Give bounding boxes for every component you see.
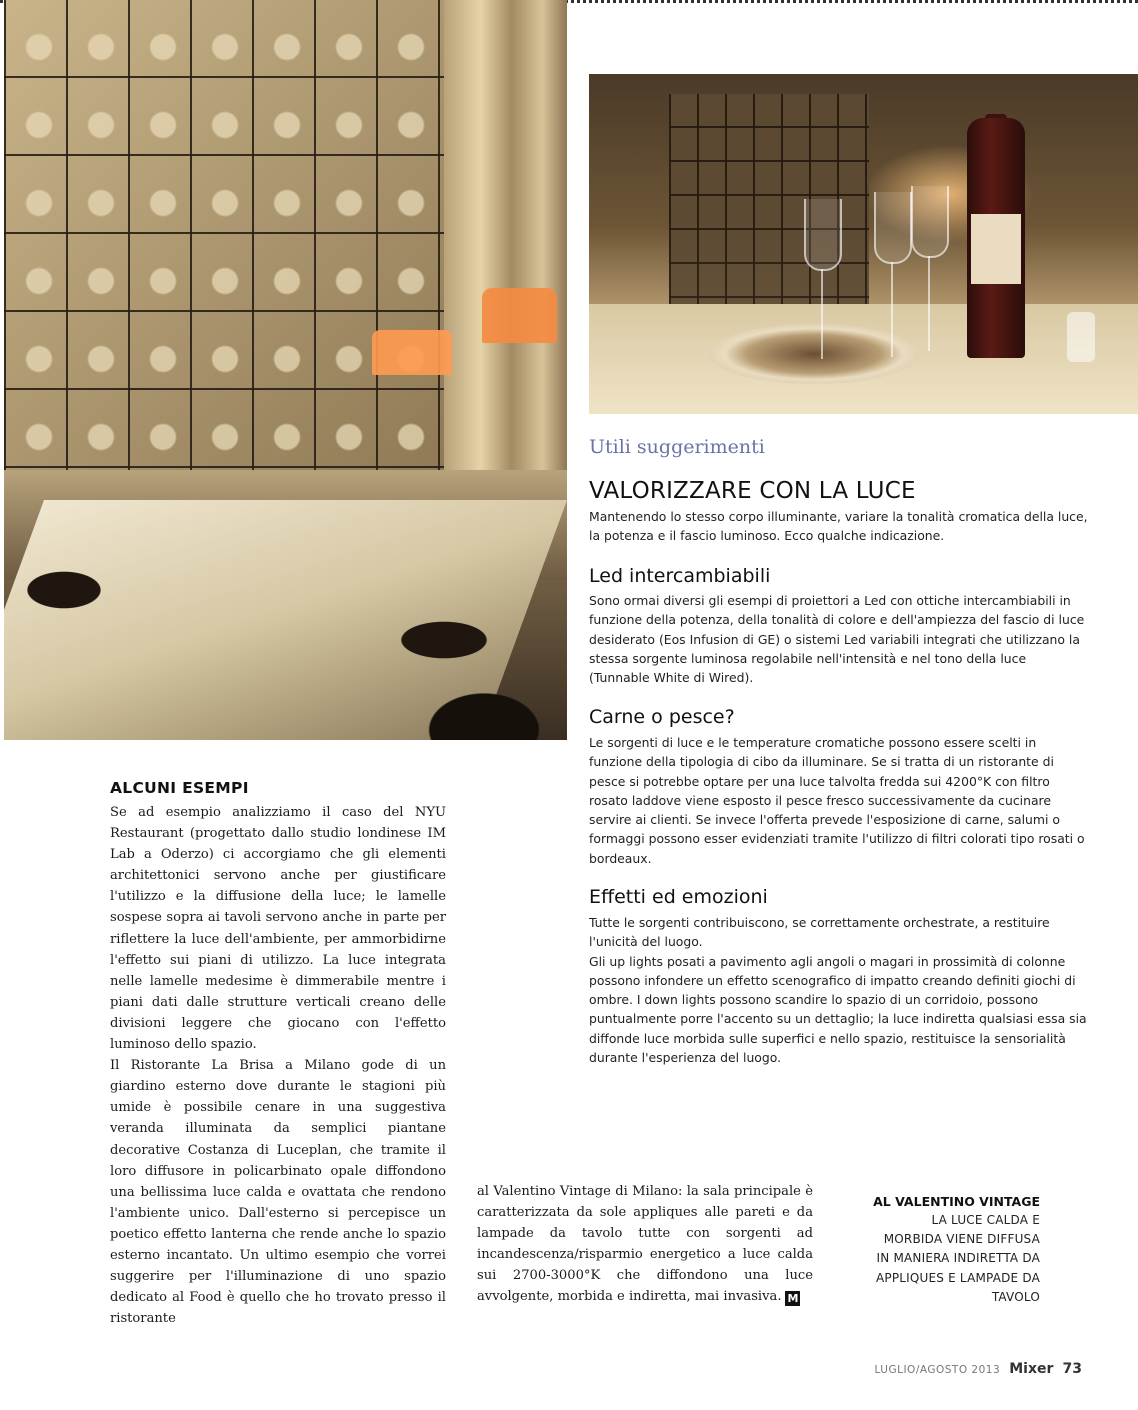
table-lamp bbox=[372, 330, 452, 375]
caption-line: LA LUCE CALDA E bbox=[931, 1213, 1040, 1227]
caption-line: TAVOLO bbox=[991, 1289, 1040, 1304]
paragraph: Il Ristorante La Brisa a Milano gode di un giardino esterno dove durante le stagioni più umide è possibile cenare in una suggestiva veranda illuminata da semplici piantane decorative Costanza di Luceplan, che tramite il loro diffusore in policarbinato opale diffondono una bellissima luce calda e ovattata che rendono l'ambiente unico. Dall'esterno si percepisce un poetico effetto lanterna che rende anche lo spazio esterno incantato. Un ultimo esempio che vorrei suggerire per l'illuminazione di uno spazio dedicato al Food è quello che ho trovato presso il ristorante bbox=[110, 1058, 446, 1327]
curtain bbox=[444, 0, 567, 470]
section-title-carne-pesce: Carne o pesce? bbox=[589, 706, 735, 728]
framed-pictures bbox=[4, 0, 444, 470]
article-headline: VALORIZZARE CON LA LUCE bbox=[589, 478, 916, 504]
wine-glass bbox=[911, 186, 949, 258]
caption-text bbox=[846, 1211, 1040, 1307]
paragraph: al Valentino Vintage di Milano: la sala principale è caratterizzata da sole appliques alle pareti e da lampade da tavolo tutte con sorgenti ad incandescenza/risparmio energetico a luce calda sui 2700-3000°K che diffondono una luce avvolgente, morbida e indiretta, mai invasiva. bbox=[477, 1184, 813, 1305]
section-body-carne-pesce bbox=[589, 733, 1089, 868]
page-footer bbox=[874, 1358, 1082, 1377]
paragraph: Le sorgenti di luce e le temperature cromatiche possono essere scelti in funzione della tipologia di cibo da illuminare. Se si tratta di un ristorante di pesce si potrebbe optare per una luce talvolta fredda sui 4200°K con filtro rosato laddove viene esposto il pesce fresco successivamente da cucinare servire ai clienti. Se invece l'offerta prevede l'esposizione di carne, salumi o formaggi possono esser evidenziati tramite l'utilizzo di filtri colorati tipo rosati o bordeaux. bbox=[589, 735, 1085, 866]
caption-line: APPLIQUES E LAMPADE DA bbox=[875, 1270, 1040, 1285]
section-kicker: Utili suggerimenti bbox=[589, 436, 765, 458]
article-intro: Mantenendo lo stesso corpo illuminante, variare la tonalità cromatica della luce, la potenza e il fascio luminoso. Ecco qualche indicazione. bbox=[589, 509, 1088, 544]
caption-line: IN MANIERA INDIRETTA DA bbox=[876, 1251, 1040, 1266]
section-body-led bbox=[589, 591, 1089, 687]
wine-glass-stem bbox=[821, 269, 823, 359]
salt-shaker bbox=[1067, 312, 1095, 362]
section-title-led: Led intercambiabili bbox=[589, 565, 771, 587]
chairs bbox=[4, 560, 567, 740]
paragraph: Gli up lights posati a pavimento agli angoli o magari in prossimità di colonne possono infondere un effetto scenografico di impatto creando definiti giochi di ombre. I down lights possono scandire lo spazio di un corridoio, possono puntualmente porre l'accento su un dettaglio; la luce indiretta qualsiasi essa sia diffonde luce morbida sulle superfici e nello spazio, restituisce la sensorialità durante l'esperienza del luogo. bbox=[589, 953, 1087, 1066]
table-lamp bbox=[482, 288, 557, 343]
wine-table-photo bbox=[589, 74, 1138, 414]
issue-date: LUGLIO/AGOSTO 2013 bbox=[874, 1364, 1001, 1376]
plate-with-food bbox=[709, 324, 919, 384]
paragraph: Tutte le sorgenti contribuiscono, se correttamente orchestrate, a restituire l'unicità del luogo. bbox=[589, 915, 1050, 950]
wine-bottle-label bbox=[971, 214, 1021, 284]
restaurant-interior-photo bbox=[4, 0, 567, 740]
section-title-effetti: Effetti ed emozioni bbox=[589, 886, 768, 908]
section-body-effetti bbox=[589, 913, 1089, 1067]
examples-body-column-1 bbox=[110, 802, 446, 1329]
wine-glass-stem bbox=[928, 256, 930, 351]
examples-heading: ALCUNI ESEMPI bbox=[110, 779, 249, 797]
wine-glass-stem bbox=[891, 262, 893, 357]
magazine-name: Mixer bbox=[1009, 1361, 1054, 1377]
caption-title: AL VALENTINO VINTAGE bbox=[873, 1194, 1040, 1209]
article-end-mark: M bbox=[785, 1291, 800, 1306]
wine-glass bbox=[874, 192, 912, 264]
paragraph: Se ad esempio analizziamo il caso del NYU Restaurant (progettato dallo studio londinese IM Lab a Oderzo) ci accorgiamo che gli elementi architettonici servono anche per giustificare l'utilizzo e la diffusione della luce; le lamelle sospese sopra ai tavoli servono anche in parte per riflettere la luce dell'ambiente, per ammorbidirne l'effetto sui piani di utilizzo. La luce integrata nelle lamelle medesime è dimmerabile mentre i piani dati dalle strutture verticali creano delle divisioni leggere che giocano con l'effetto luminoso dello spazio. bbox=[110, 805, 446, 1053]
examples-body-column-2 bbox=[477, 1181, 813, 1308]
page-number: 73 bbox=[1062, 1361, 1082, 1377]
photo-caption bbox=[846, 1194, 1040, 1307]
wine-glass bbox=[804, 199, 842, 271]
caption-line: MORBIDA VIENE DIFFUSA bbox=[883, 1232, 1040, 1247]
paragraph: Sono ormai diversi gli esempi di proiettori a Led con ottiche intercambiabili in funzione della potenza, della tonalità di colore e dell'ampiezza del fascio di luce desiderato (Eos Infusion di GE) o sistemi Led variabili integrati che utilizzano la stessa sorgente luminosa regolabile nell'intensità e nel tono della luce (Tunnable White di Wired). bbox=[589, 593, 1085, 686]
